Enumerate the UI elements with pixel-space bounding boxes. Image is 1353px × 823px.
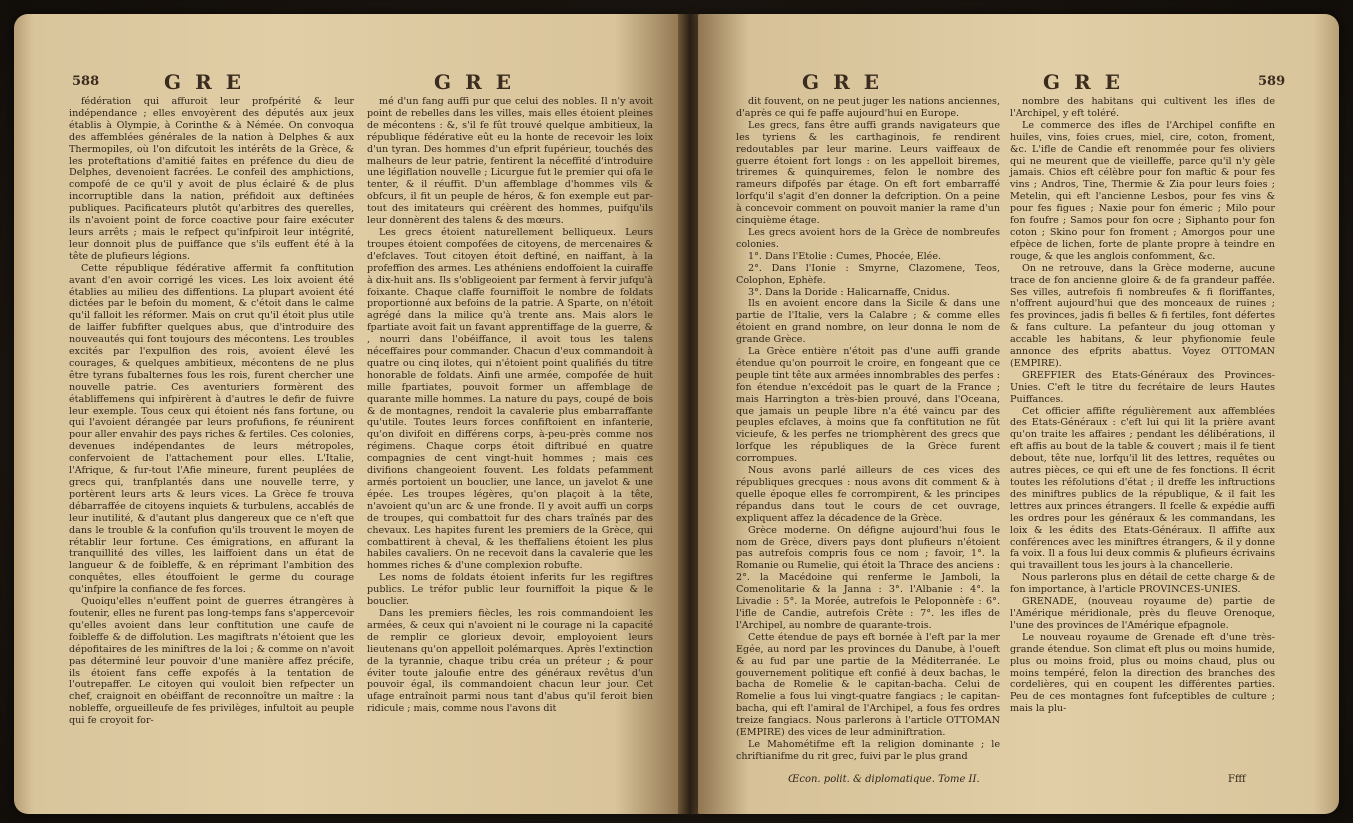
paragraph: On ne retrouve, dans la Grèce moderne, aucune trace de fon ancienne gloire & de fa grandeur paffée. Ses villes, autrefois fi nombreufes & fi floriffantes, n'offrent aujourd'hui que des monceaux de ruines ; fes provinces, jadis fi belles & fi fertiles, font défertes & fans culture. La pefanteur du joug ottoman y accable les habitans, & leur phyfionomie feule annonce des efprits abattus. Voyez OTTOMAN (EMPIRE). bbox=[1010, 262, 1275, 369]
paragraph: Le commerce des ifles de l'Archipel confifte en huiles, vins, foies crues, miel, cire, coton, froment, &c. L'ifle de Candie eft renommée pour fes oliviers qui ne meurent que de vieilleffe, parce qu'il n'y gèle jamais. Chios eft célèbre pour fon maftic & pour fes vins ; Andros, Tine, Thermie & Zia pour leurs foies ; Metelin, qui eft l'ancienne Lesbos, pour fes vins & pour fes figues ; Naxie pour fon émeric ; Milo pour fon foufre ; Samos pour fon ocre ; Siphanto pour fon coton ; Skino pour fon froment ; Amorgos pour une efpèce de lichen, forte de plante propre à teindre en rouge, & que les anglois confomment, &c. bbox=[1010, 119, 1275, 262]
paragraph: Les grecs, fans être auffi grands navigateurs que les tyriens & les carthaginois, fe rendirent redoutables par leur marine. Leurs vaiffeaux de guerre étoient fort longs : on les appelloit biremes, triremes & quinquiremes, felon le nombre des rameurs difpofés par étage. On eft fort embarraffé lorfqu'il s'agit d'en donner la defcription. On a peine à concevoir comment on pouvoit manier la rame d'un cinquième étage. bbox=[736, 119, 1000, 227]
paragraph: Nous parlerons plus en détail de cette charge & de fon importance, à l'article PROVINCES-UNIES. bbox=[1010, 572, 1275, 596]
running-head-right-2: GRE bbox=[1043, 70, 1134, 94]
paragraph: dit fouvent, on ne peut juger les nations anciennes, d'après ce qui fe paffe aujourd'hui en Europe. bbox=[736, 96, 1000, 119]
right-page-column-1 bbox=[736, 96, 1000, 763]
paragraph: Nous avons parlé ailleurs de ces vices des républiques grecques : nous avons dit comment & à quelle époque elles fe corrompirent, & les principes répandus dans tout le cours de cet ouvrage, expliquent affez la décadence de la Grèce. bbox=[736, 465, 1000, 524]
paragraph: Grèce moderne. On défigne aujourd'hui fous le nom de Grèce, divers pays dont plufieurs n'étoient pas autrefois compris fous ce nom ; favoir, 1°. la Romanie ou Rumelie, qui étoit la Thrace des anciens : 2°. la Macédoine qui renferme le Jamboli, la Comenolitarie & la Janna : 3°. l'Albanie : 4°. la Livadie : 5°. la Morée, autrefois le Peloponnèfe : 6°. l'ifle de Candie, autrefois Crète : 7°. les ifles de l'Archipel, au nombre de quarante-trois. bbox=[736, 524, 1000, 631]
paragraph: Cet officier affifte régulièrement aux affemblées des Etats-Généraux : c'eft lui qui lit la prière avant qu'on traite les affaires ; pendant les délibérations, il eft affis au bout de la table & couvert ; mais il fe tient debout, tête nue, lorfqu'il lit des lettres, requêtes ou autres pièces, ce qui eft une de fes fonctions. Il écrit toutes les réfolutions d'état ; il dreffe les inftructions des miniftres publics de la république, & il fait les lettres aux princes étrangers. Il fcelle & expédie auffi les ordres pour les généraux & les commandans, les loix & les édits des Etats-Généraux. Il affifte aux conférences avec les miniftres étrangers, & il y donne fa voix. Il a fous lui deux commis & plufieurs écrivains qui travaillent tous les jours à la chancellerie. bbox=[1010, 405, 1275, 572]
right-page bbox=[698, 14, 1339, 814]
running-head-left-2: GRE bbox=[434, 70, 525, 94]
paragraph: mé d'un fang auffi pur que celui des nobles. Il n'y avoit point de rebelles dans les villes, mais elles étoient pleines de mécontens : &, s'il fe fût trouvé quelque ambitieux, la république fédérative eût eu la honte de recevoir les loix d'un tyran. Des hommes d'un efprit fupérieur, touchés des malheurs de leur patrie, fentirent la néceffité d'introduire une légiflation nouvelle ; Licurgue fut le premier qui ofa le tenter, & il réuffit. D'un affemblage d'hommes vils & obfcurs, il fit un peuple de héros, & fon exemple eut par-tout des imitateurs qui créèrent des hommes, puifqu'ils leur donnèrent des talens & des mœurs. bbox=[367, 96, 653, 227]
left-page-column-2 bbox=[367, 96, 653, 715]
paragraph: Quoiqu'elles n'euffent point de guerres étrangères à foutenir, elles ne furent pas long-temps fans s'appercevoir qu'elles avoient dans leur conftitution une caufe de foibleffe & de diffolution. Les magiftrats n'étoient que les dépofitaires de les miniftres de la loi ; & comme on n'avoit pas déterminé leur pouvoir d'une manière affez précife, ils étoient fans ceffe expofés à la tentation de l'outrepaffer. Le citoyen qui vouloit bien refpecter un chef, craignoit en obéiffant de reconnoître un maître : la nobleffe, orgueilleufe de fes privilèges, infultoit au peuple qui fe croyoit for- bbox=[69, 596, 354, 727]
paragraph: 1°. Dans l'Etolie : Cumes, Phocée, Elée. bbox=[748, 250, 942, 262]
paragraph: La Grèce entière n'étoit pas d'une auffi grande étendue qu'on pourroit le croire, en fongeant que ce peuple tint tête aux armées innombrables des perfes : fon étendue n'excédoit pas le quart de la France ; mais Harrington a très-bien prouvé, dans l'Oceana, que jamais un peuple libre n'a été vaincu par des peuples efclaves, à moins que fa conftitution ne fût vicieufe, & les perfes ne triomphèrent des grecs que lorfque les républiques de la Grèce furent corrompues. bbox=[736, 346, 1000, 465]
running-head-left-1: GRE bbox=[164, 70, 255, 94]
paragraph: Les grecs avoient hors de la Grèce de nombreufes colonies. bbox=[736, 226, 1000, 250]
page-number-right: 589 bbox=[1258, 74, 1286, 89]
page-number-left: 588 bbox=[72, 74, 100, 89]
paragraph: Dans les premiers fiècles, les rois commandoient les armées, & ceux qui n'avoient ni le courage ni la capacité de remplir ce glorieux devoir, employoient leurs lieutenans qu'on appelloit polémarques. Après l'extinction de la tyrannie, chaque tribu créa un préteur ; & pour éviter toute jaloufie entre des généraux revêtus d'un pouvoir égal, ils commandoient chacun leur jour. Cet ufage entraînoit parmi nous tant d'abus qu'il feroit bien ridicule ; mais, comme nous l'avons dit bbox=[367, 607, 653, 715]
paragraph: fédération qui affuroit leur profpérité & leur indépendance ; elles envoyèrent des députés aux jeux établis à Olympie, à Corinthe & à Némée. On convoqua des affemblées générales de la nation à Delphes & aux Thermopiles, où l'on difcutoit les intérêts de la Grèce, & les proteftations d'amitié faites en préfence du dieu de Delphes, devenoient facrées. Le confeil des amphictions, compofé de ce qu'il y avoit de plus éclairé & de plus incorruptible dans la nation, préfidoit aux deftinées publiques. Pacificateurs plutôt qu'arbitres des querelles, ils n'avoient point de force coactive pour faire exécuter leurs arrêts ; mais le refpect qu'infpiroit leur intégrité, leur donnoit plus de puiffance que s'ils euffent été à la tête de plufieurs légions. bbox=[69, 96, 354, 262]
paragraph: Cette république fédérative affermit fa conftitution avant d'en avoir corrigé les vices. Les loix avoient été établies au milieu des diffentions. La plupart avoient été dictées par le befoin du moment, & c'étoit dans le calme qu'il falloit les réformer. Mais on crut qu'il étoit plus utile de laiffer fubfifter quelques abus, que d'introduire des nouveautés qui font toujours des mécontens. Les troubles excités par l'expulfion des rois, avoient élevé les courages, & quelques ambitieux, mécontens de ne plus être tyrans fubalternes fous les rois, furent chercher une nouvelle patrie. Ces aventuriers formèrent des établiffemens qui infpirèrent à d'autres le defir de fuivre leur exemple. Tous ceux qui étoient nés fans fortune, ou qui l'avoient dérangée par leurs profufions, fe réunirent pour aller envahir des pays riches & fertiles. Ces colonies, devenues indépendantes de leurs métropoles, confervoient de l'attachement pour elles. L'Italie, l'Afrique, & fur-tout l'Afie mineure, furent peuplées de grecs qui, tranfplantés dans une nouvelle terre, y portèrent leurs arts & leurs vices. La Grèce fe trouva débarraffée de citoyens inquiets & turbulens, accablés de leur inutilité, & d'autant plus dangereux que ce n'eft que dans le trouble & la confufion qu'ils trouvent le moyen de rétablir leur fortune. Ces émigrations, en affurant la tranquillité des villes, les laiffoient dans un état de langueur & de foibleffe, & en réprimant l'ambition des conquêtes, elles étouffoient le germe du courage qu'infpire la confiance de fes forces. bbox=[69, 262, 354, 596]
right-page-column-2 bbox=[1010, 96, 1275, 715]
paragraph: Le Mahométifme eft la religion dominante ; le chriftianifme du rit grec, fuivi par le plus grand bbox=[736, 738, 1000, 762]
page-footer: Œcon. polit. & diplomatique. Tome II. bbox=[788, 774, 980, 785]
paragraph: 2°. Dans l'Ionie : Smyrne, Clazomene, Teos, Colophon, Ephèfe. bbox=[736, 262, 1000, 286]
paragraph: GREFFIER des Etats-Généraux des Provinces-Unies. C'eft le titre du fecrétaire de leurs Hautes Puiffances. bbox=[1010, 369, 1275, 405]
paragraph: 3°. Dans la Doride : Halicarnaffe, Cnidus. bbox=[748, 286, 950, 298]
paragraph: nombre des habitans qui cultivent les ifles de l'Archipel, y eft toléré. bbox=[1010, 96, 1275, 119]
paragraph: Le nouveau royaume de Grenade eft d'une très-grande étendue. Son climat eft plus ou moins humide, plus ou moins froid, plus ou moins chaud, plus ou moins tempéré, felon la direction des branches des cordelières, qui en coupent les différentes parties. Peu de ces montagnes font fufceptibles de culture ; mais la plu- bbox=[1010, 631, 1275, 715]
paragraph: Les noms de foldats étoient inferits fur les regiftres publics. Le tréfor public leur fourniffoit la pique & le bouclier. bbox=[367, 572, 653, 608]
paragraph: Cette étendue de pays eft bornée à l'eft par la mer Egée, au nord par les provinces du Danube, à l'oueft & au fud par une partie de la Méditerranée. Le gouvernement politique eft confié à deux bachas, le bacha de Romelie & le capitan-bacha. Celui de Romelie a fous lui vingt-quatre fangiacs ; le capitan-bacha, qui eft l'amiral de l'Archipel, a fous fes ordres treize fangiacs. Nous parlerons à l'article OTTOMAN (EMPIRE) des vices de leur adminiftration. bbox=[736, 631, 1000, 739]
paragraph: Les grecs étoient naturellement belliqueux. Leurs troupes étoient compofées de citoyens, de mercenaires & d'efclaves. Tout citoyen étoit deftiné, en naiffant, à la profeffion des armes. Les athéniens endoffoient la cuiraffe à dix-huit ans. Ils s'obligeoient par ferment à fervir jufqu'à foixante. Chaque claffe fourniffoit le nombre de foldats proportionné aux befoins de la patrie. A Sparte, on n'étoit agrégé dans la milice qu'à trente ans. Mais alors le fpartiate avoit fait un favant apprentiffage de la guerre, & , nourri dans l'obéiffance, il avoit tous les talens néceffaires pour commander. Chacun d'eux commandoit à quatre ou cinq ilotes, qui n'étoient point qualifiés du titre honorable de foldats. Ainfi une armée, compofée de huit mille fpartiates, pouvoit former un affemblage de quarante mille hommes. La nature du pays, coupé de bois & de montagnes, rendoit la cavalerie plus embarraffante qu'utile. Toutes leurs forces confiftoient en infanterie, qu'on divifoit en différens corps, à-peu-près comme nos régimens. Chaque corps étoit diftribué en quatre compagnies de cent vingt-huit hommes ; mais ces divifions changeoient fouvent. Les foldats pefamment armés portoient un bouclier, une lance, un javelot & une épée. Les troupes légères, qu'on plaçoit à la tête, n'avoient qu'un arc & une fronde. Il y avoit auffi un corps de troupes, qui combattoit fur des chars traînés par des chevaux. Les hapites furent les premiers de la Grèce, qui combattirent à cheval, & les theffaliens étoient les plus habiles cavaliers. On ne recevoit dans la cavalerie que les hommes riches & d'une complexion robufte. bbox=[367, 226, 653, 572]
signature-mark: Ffff bbox=[1228, 774, 1246, 785]
left-page bbox=[14, 14, 682, 814]
left-page-column-1 bbox=[69, 96, 354, 727]
paragraph: Ils en avoient encore dans la Sicile & dans une partie de l'Italie, vers la Calabre ; & comme elles étoient en grand nombre, on leur donna le nom de grande Grèce. bbox=[736, 298, 1000, 346]
paragraph: GRENADE, (nouveau royaume de) partie de l'Amérique méridionale, près du fleuve Orenoque, l'une des provinces de l'Amérique efpagnole. bbox=[1010, 596, 1275, 631]
book-spread bbox=[14, 14, 1339, 814]
running-head-right-1: GRE bbox=[802, 70, 893, 94]
